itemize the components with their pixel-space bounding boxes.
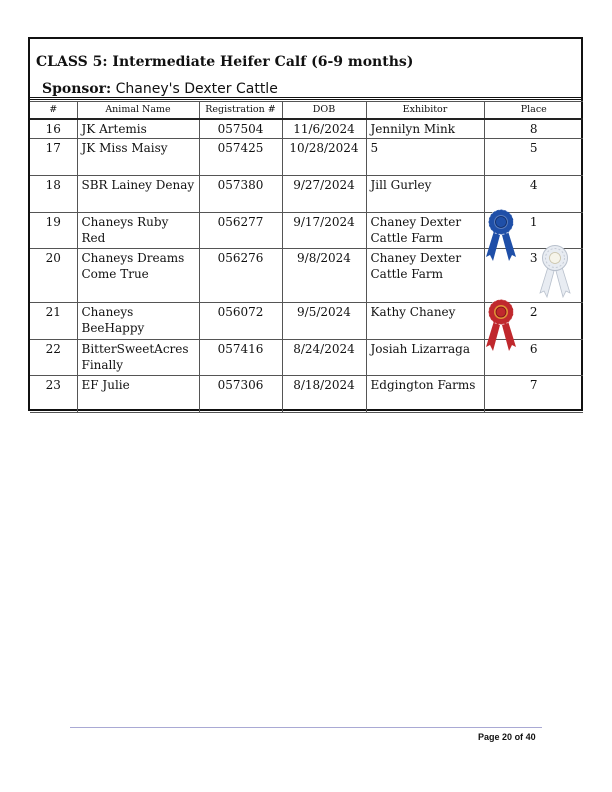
cell-animal-name: Chaneys BeeHappy bbox=[77, 302, 199, 339]
col-header-animal-name: Animal Name bbox=[77, 102, 199, 120]
cell-place: 5 bbox=[484, 138, 583, 175]
cell-exhibitor: Kathy Chaney bbox=[366, 302, 484, 339]
third-ribbon-rosette bbox=[543, 246, 568, 271]
cell-number: 20 bbox=[30, 248, 77, 302]
first-ribbon-rosette bbox=[489, 210, 514, 235]
cell-exhibitor: Jill Gurley bbox=[366, 175, 484, 212]
table-header-row bbox=[30, 102, 583, 120]
cell-place: 4 bbox=[484, 175, 583, 212]
cell-registration: 056277 bbox=[199, 212, 282, 248]
cell-dob: 9/8/2024 bbox=[282, 248, 366, 302]
cell-number: 18 bbox=[30, 175, 77, 212]
cell-animal-name: SBR Lainey Denay bbox=[77, 175, 199, 212]
cell-animal-name: EF Julie bbox=[77, 375, 199, 412]
cell-place: 3 bbox=[484, 248, 583, 302]
cell-place: 2 bbox=[484, 302, 583, 339]
cell-animal-name: Chaneys Ruby Red bbox=[77, 212, 199, 248]
cell-registration: 056072 bbox=[199, 302, 282, 339]
page-of-label: of bbox=[514, 732, 524, 742]
cell-place: 1 bbox=[484, 212, 583, 248]
cell-animal-name: Chaneys Dreams Come True bbox=[77, 248, 199, 302]
col-header-place: Place bbox=[484, 102, 583, 120]
sponsor-name: Chaney's Dexter Cattle bbox=[115, 81, 278, 97]
second-ribbon-tails bbox=[486, 321, 516, 351]
cell-exhibitor: Josiah Lizarraga bbox=[366, 339, 484, 375]
table-row bbox=[30, 175, 583, 212]
second-ribbon-rosette bbox=[489, 300, 514, 325]
cell-animal-name: JK Artemis bbox=[77, 119, 199, 138]
cell-place: 7 bbox=[484, 375, 583, 412]
col-header-registration: Registration # bbox=[199, 102, 282, 120]
cell-exhibitor: Jennilyn Mink bbox=[366, 119, 484, 138]
second-place-ribbon-icon bbox=[485, 299, 517, 353]
cell-registration: 057380 bbox=[199, 175, 282, 212]
col-header-dob: DOB bbox=[282, 102, 366, 120]
page-label: Page bbox=[478, 732, 500, 742]
footer-divider bbox=[70, 727, 542, 728]
title-divider bbox=[30, 97, 581, 100]
sponsor-line bbox=[42, 81, 278, 97]
cell-dob: 9/27/2024 bbox=[282, 175, 366, 212]
table-row bbox=[30, 375, 583, 412]
table-row bbox=[30, 119, 583, 138]
third-ribbon-tails bbox=[540, 267, 570, 297]
cell-registration: 056276 bbox=[199, 248, 282, 302]
cell-animal-name: BitterSweetAcres Finally bbox=[77, 339, 199, 375]
cell-registration: 057306 bbox=[199, 375, 282, 412]
third-place-ribbon-icon bbox=[539, 245, 571, 299]
cell-registration: 057425 bbox=[199, 138, 282, 175]
cell-dob: 8/24/2024 bbox=[282, 339, 366, 375]
cell-place: 6 bbox=[484, 339, 583, 375]
cell-dob: 10/28/2024 bbox=[282, 138, 366, 175]
cell-number: 23 bbox=[30, 375, 77, 412]
cell-place: 8 bbox=[484, 119, 583, 138]
table-row bbox=[30, 138, 583, 175]
cell-registration: 057504 bbox=[199, 119, 282, 138]
cell-dob: 9/5/2024 bbox=[282, 302, 366, 339]
page-total: 40 bbox=[525, 732, 536, 742]
first-place-ribbon-icon bbox=[485, 209, 517, 263]
cell-number: 16 bbox=[30, 119, 77, 138]
cell-exhibitor: Chaney Dexter Cattle Farm bbox=[366, 248, 484, 302]
cell-dob: 9/17/2024 bbox=[282, 212, 366, 248]
cell-number: 21 bbox=[30, 302, 77, 339]
cell-exhibitor: Chaney Dexter Cattle Farm bbox=[366, 212, 484, 248]
cell-number: 17 bbox=[30, 138, 77, 175]
cell-exhibitor: 5 bbox=[366, 138, 484, 175]
cell-dob: 8/18/2024 bbox=[282, 375, 366, 412]
cell-animal-name: JK Miss Maisy bbox=[77, 138, 199, 175]
cell-dob: 11/6/2024 bbox=[282, 119, 366, 138]
cell-number: 19 bbox=[30, 212, 77, 248]
cell-number: 22 bbox=[30, 339, 77, 375]
page-current: 20 bbox=[502, 732, 513, 742]
col-header-number: # bbox=[30, 102, 77, 120]
sponsor-label: Sponsor: bbox=[42, 81, 112, 97]
class-title: CLASS 5: Intermediate Heifer Calf (6-9 months) bbox=[36, 54, 414, 70]
cell-registration: 057416 bbox=[199, 339, 282, 375]
cell-exhibitor: Edgington Farms bbox=[366, 375, 484, 412]
col-header-exhibitor: Exhibitor bbox=[366, 102, 484, 120]
page-number bbox=[478, 732, 536, 742]
first-ribbon-tails bbox=[486, 231, 516, 261]
